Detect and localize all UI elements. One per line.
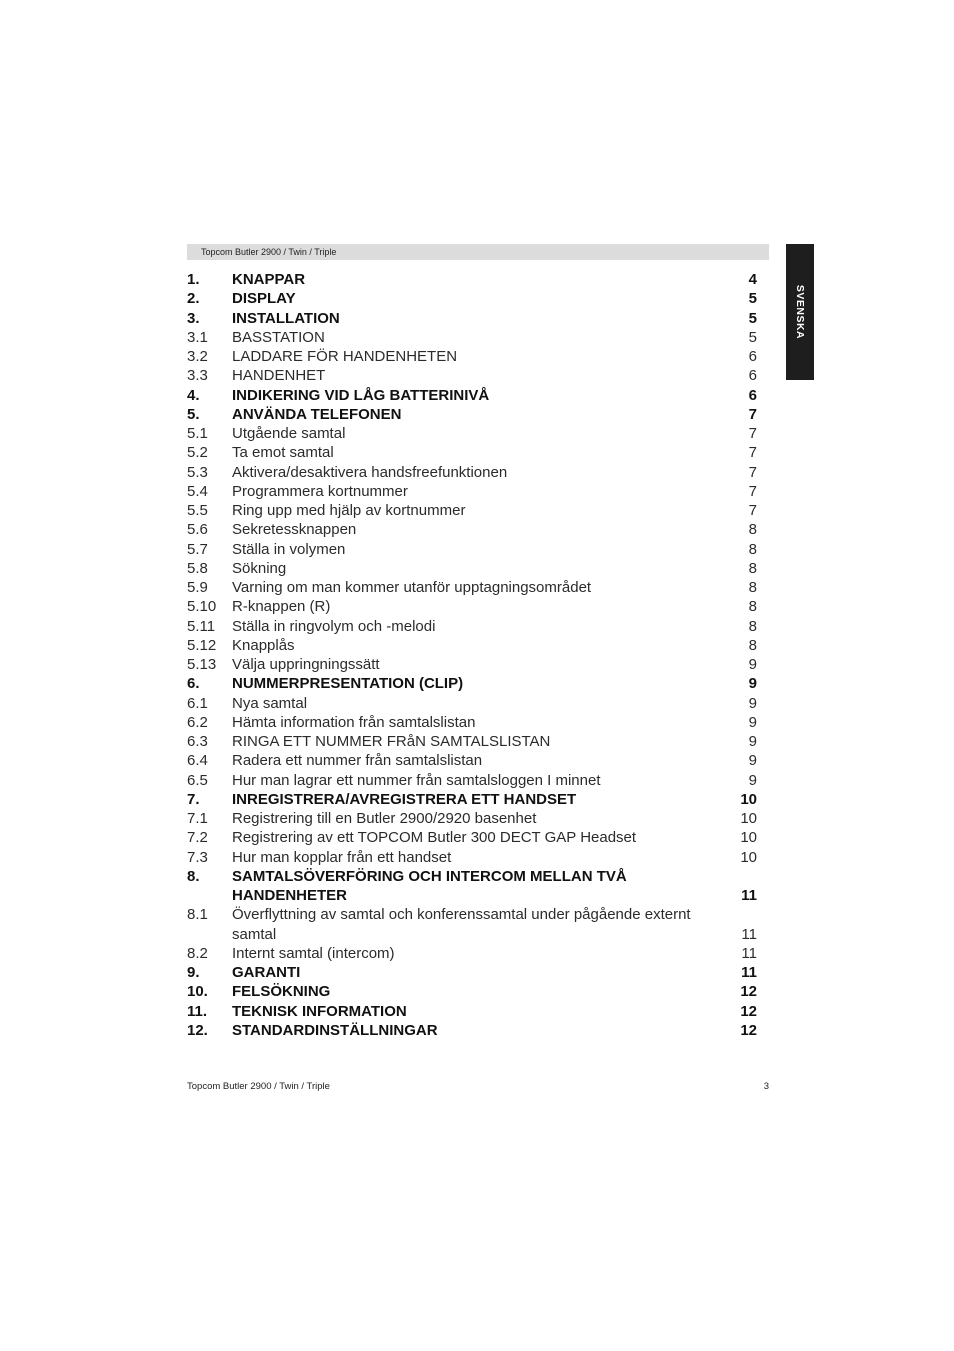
toc-entry [187, 732, 757, 751]
toc-entry-page: 10 [740, 848, 757, 866]
toc-entry-title: Hur man kopplar från ett handset [232, 848, 452, 866]
toc-entry-title: Ta emot samtal [232, 444, 334, 462]
toc-entry-title: BASSTATION [232, 328, 325, 346]
toc-entry [187, 443, 757, 462]
toc-entry-title: Ställa in ringvolym och -melodi [232, 617, 436, 635]
toc-entry [187, 482, 757, 501]
toc-entry-number: 3. [187, 309, 200, 327]
toc-entry-page: 6 [748, 386, 757, 404]
toc-entry-number: 7.2 [187, 829, 208, 847]
footer-title: Topcom Butler 2900 / Twin / Triple [187, 1081, 330, 1092]
toc-entry [187, 1002, 757, 1021]
toc-entry-number: 5.12 [187, 636, 217, 654]
toc-entry-page: 9 [748, 771, 757, 789]
toc-entry [187, 309, 757, 328]
toc-entry [187, 386, 757, 405]
toc-entry-number: 5.3 [187, 463, 208, 481]
toc-entry-page: 12 [740, 1021, 757, 1039]
toc-entry-title: INDIKERING VID LÅG BATTERINIVÅ [232, 386, 490, 404]
toc-entry-number: 6.3 [187, 733, 208, 750]
toc-entry-page: 8 [748, 598, 757, 616]
toc-entry-number: 6.2 [187, 713, 208, 731]
toc-entry [187, 501, 757, 520]
toc-entry-page: 9 [748, 675, 757, 693]
toc-entry-title: DISPLAY [232, 290, 296, 308]
toc-entry-title: Ring upp med hjälp av kortnummer [232, 502, 466, 519]
toc-entry-number: 7. [187, 790, 200, 808]
toc-entry-title: Överflyttning av samtal och konferenssamtal under pågående externt samtal [232, 906, 691, 943]
toc-entry-page: 8 [748, 636, 757, 654]
toc-entry-title: INREGISTRERA/AVREGISTRERA ETT HANDSET [232, 790, 577, 808]
toc-entry-page: 12 [740, 983, 757, 1001]
toc-entry-title: TEKNISK INFORMATION [232, 1002, 407, 1020]
toc-entry [187, 540, 757, 559]
toc-entry-title: Registrering till en Butler 2900/2920 basenhet [232, 810, 537, 827]
running-header-text: Topcom Butler 2900 / Twin / Triple [201, 247, 337, 257]
toc-entry [187, 328, 757, 347]
toc-entry-number: 5.11 [187, 617, 216, 635]
toc-entry-title: Utgående samtal [232, 425, 346, 442]
toc-entry [187, 751, 757, 770]
toc-entry-number: 8. [187, 867, 200, 885]
toc-entry-number: 2. [187, 290, 200, 308]
toc-entry-number: 11. [187, 1002, 208, 1020]
toc-entry [187, 848, 757, 867]
toc-entry-number: 5.4 [187, 482, 208, 500]
toc-entry [187, 982, 757, 1001]
toc-entry-number: 5.1 [187, 425, 208, 442]
toc-entry-page: 8 [748, 521, 757, 539]
toc-entry [187, 771, 757, 790]
toc-entry-number: 6.4 [187, 752, 208, 770]
toc-entry-number: 1. [187, 271, 200, 288]
toc-entry-number: 6.5 [187, 771, 208, 789]
toc-entry-number: 5.9 [187, 579, 208, 596]
toc-entry-page: 10 [740, 829, 757, 847]
toc-entry [187, 463, 757, 482]
toc-entry [187, 1021, 757, 1040]
toc-entry [187, 790, 757, 809]
toc-entry-page: 7 [748, 502, 757, 519]
toc-entry [187, 289, 757, 308]
toc-entry-page: 9 [748, 656, 757, 673]
toc-entry-page: 7 [748, 482, 757, 500]
toc-entry-number: 5.2 [187, 444, 208, 462]
toc-entry-number: 3.2 [187, 348, 208, 365]
toc-entry-page: 8 [748, 540, 757, 558]
toc-entry-title: LADDARE FÖR HANDENHETEN [232, 348, 458, 365]
toc-entry-number: 5.6 [187, 521, 208, 539]
toc-entry-title: KNAPPAR [232, 271, 306, 288]
toc-entry-page: 9 [748, 752, 757, 770]
toc-entry-title: STANDARDINSTÄLLNINGAR [232, 1021, 438, 1039]
toc-entry-page: 4 [748, 271, 757, 288]
toc-entry-page: 10 [740, 790, 757, 808]
toc-entry-title: Nya samtal [232, 694, 308, 712]
toc-entry-title: Sekretessknappen [232, 521, 357, 539]
toc-entry-number: 5.10 [187, 598, 217, 616]
toc-entry-title: HANDENHET [232, 367, 326, 385]
toc-entry-number: 6. [187, 675, 200, 693]
toc-entry-page: 7 [748, 444, 757, 462]
toc-entry-number: 12. [187, 1021, 208, 1039]
footer-page-number: 3 [763, 1081, 769, 1092]
toc-entry-title: Programmera kortnummer [232, 482, 408, 500]
toc-entry-title: Varning om man kommer utanför upptagningsområdet [232, 579, 592, 596]
toc-entry-page: 7 [748, 405, 757, 423]
toc-entry-title: ANVÄNDA TELEFONEN [232, 405, 402, 423]
toc-entry [187, 828, 757, 847]
toc-entry-title: Hämta information från samtalslistan [232, 713, 476, 731]
toc-entry-title: SAMTALSÖVERFÖRING OCH INTERCOM MELLAN TVÅ HANDENHETER [232, 867, 627, 904]
toc-entry-page: 9 [748, 733, 757, 750]
toc-entry [187, 597, 757, 616]
toc-entry [187, 655, 757, 674]
language-tab [786, 244, 814, 380]
toc-entry [187, 963, 757, 982]
toc-entry [187, 366, 757, 385]
toc-entry-page: 7 [748, 425, 757, 442]
running-header-bar [187, 244, 769, 260]
toc-entry [187, 424, 757, 443]
toc-entry-title: Registrering av ett TOPCOM Butler 300 DECT GAP Headset [232, 829, 637, 847]
toc-entry-number: 5. [187, 405, 200, 423]
toc-entry-page: 7 [748, 463, 757, 481]
toc-entry-title: NUMMERPRESENTATION (CLIP) [232, 675, 464, 693]
toc-entry-page: 11 [741, 944, 757, 962]
toc-entry-page: 5 [748, 290, 757, 308]
toc-entry-title: INSTALLATION [232, 309, 340, 327]
toc-entry [187, 694, 757, 713]
toc-entry-page: 10 [740, 810, 757, 827]
toc-entry-number: 8.2 [187, 944, 208, 962]
toc-entry [187, 636, 757, 655]
toc-entry-number: 6.1 [187, 694, 208, 712]
toc-entry-number: 5.13 [187, 656, 217, 673]
toc-entry-title: RINGA ETT NUMMER FRåN SAMTALSLISTAN [232, 733, 551, 750]
toc-entry [187, 867, 757, 906]
toc-entry-number: 5.7 [187, 540, 208, 558]
toc-entry-page: 6 [748, 348, 757, 365]
toc-entry-number: 4. [187, 386, 200, 404]
toc-entry-number: 3.1 [187, 328, 208, 346]
toc-entry-title: Aktivera/desaktivera handsfreefunktionen [232, 463, 508, 481]
toc-entry-page: 8 [748, 579, 757, 596]
toc-entry-title: Knapplås [232, 636, 295, 654]
toc-entry-title: Välja uppringningssätt [232, 656, 380, 673]
toc-entry-page: 9 [748, 694, 757, 712]
toc-entry-page: 11 [741, 887, 757, 904]
toc-entry-page: 8 [748, 617, 757, 635]
toc-entry-number: 3.3 [187, 367, 208, 385]
toc-entry [187, 559, 757, 578]
toc-entry-title: GARANTI [232, 964, 301, 981]
toc-entry-page: 5 [748, 328, 757, 346]
toc-entry [187, 270, 757, 289]
language-tab-label: SVENSKA [794, 284, 806, 340]
toc-entry [187, 713, 757, 732]
toc-entry-number: 8.1 [187, 906, 208, 924]
toc-entry-page: 11 [741, 925, 757, 943]
toc-entry-number: 5.5 [187, 502, 208, 519]
toc-entry-title: Ställa in volymen [232, 540, 346, 558]
toc-entry [187, 944, 757, 963]
toc-entry [187, 405, 757, 424]
toc-entry-title: FELSÖKNING [232, 983, 331, 1001]
toc-entry-page: 11 [741, 964, 757, 981]
toc-entry-page: 6 [748, 367, 757, 385]
toc-entry [187, 578, 757, 597]
toc-entry-title: Internt samtal (intercom) [232, 944, 395, 962]
toc-entry-title: Sökning [232, 559, 287, 577]
toc-entry [187, 617, 757, 636]
toc-entry-title: R-knappen (R) [232, 598, 331, 616]
toc-entry-page: 8 [748, 559, 757, 577]
toc-entry [187, 905, 757, 944]
toc-entry-title: Hur man lagrar ett nummer från samtalsloggen I minnet [232, 771, 601, 789]
toc-entry-number: 7.3 [187, 848, 208, 866]
table-of-contents [187, 270, 757, 1040]
toc-entry [187, 347, 757, 366]
toc-entry-page: 9 [748, 713, 757, 731]
toc-entry-title: Radera ett nummer från samtalslistan [232, 752, 483, 770]
toc-entry [187, 674, 757, 693]
toc-entry-number: 9. [187, 964, 200, 981]
toc-entry-number: 10. [187, 983, 208, 1001]
toc-entry [187, 520, 757, 539]
toc-entry-number: 7.1 [187, 810, 208, 827]
toc-entry [187, 809, 757, 828]
toc-entry-page: 12 [740, 1002, 757, 1020]
toc-entry-number: 5.8 [187, 559, 208, 577]
toc-entry-page: 5 [748, 309, 757, 327]
